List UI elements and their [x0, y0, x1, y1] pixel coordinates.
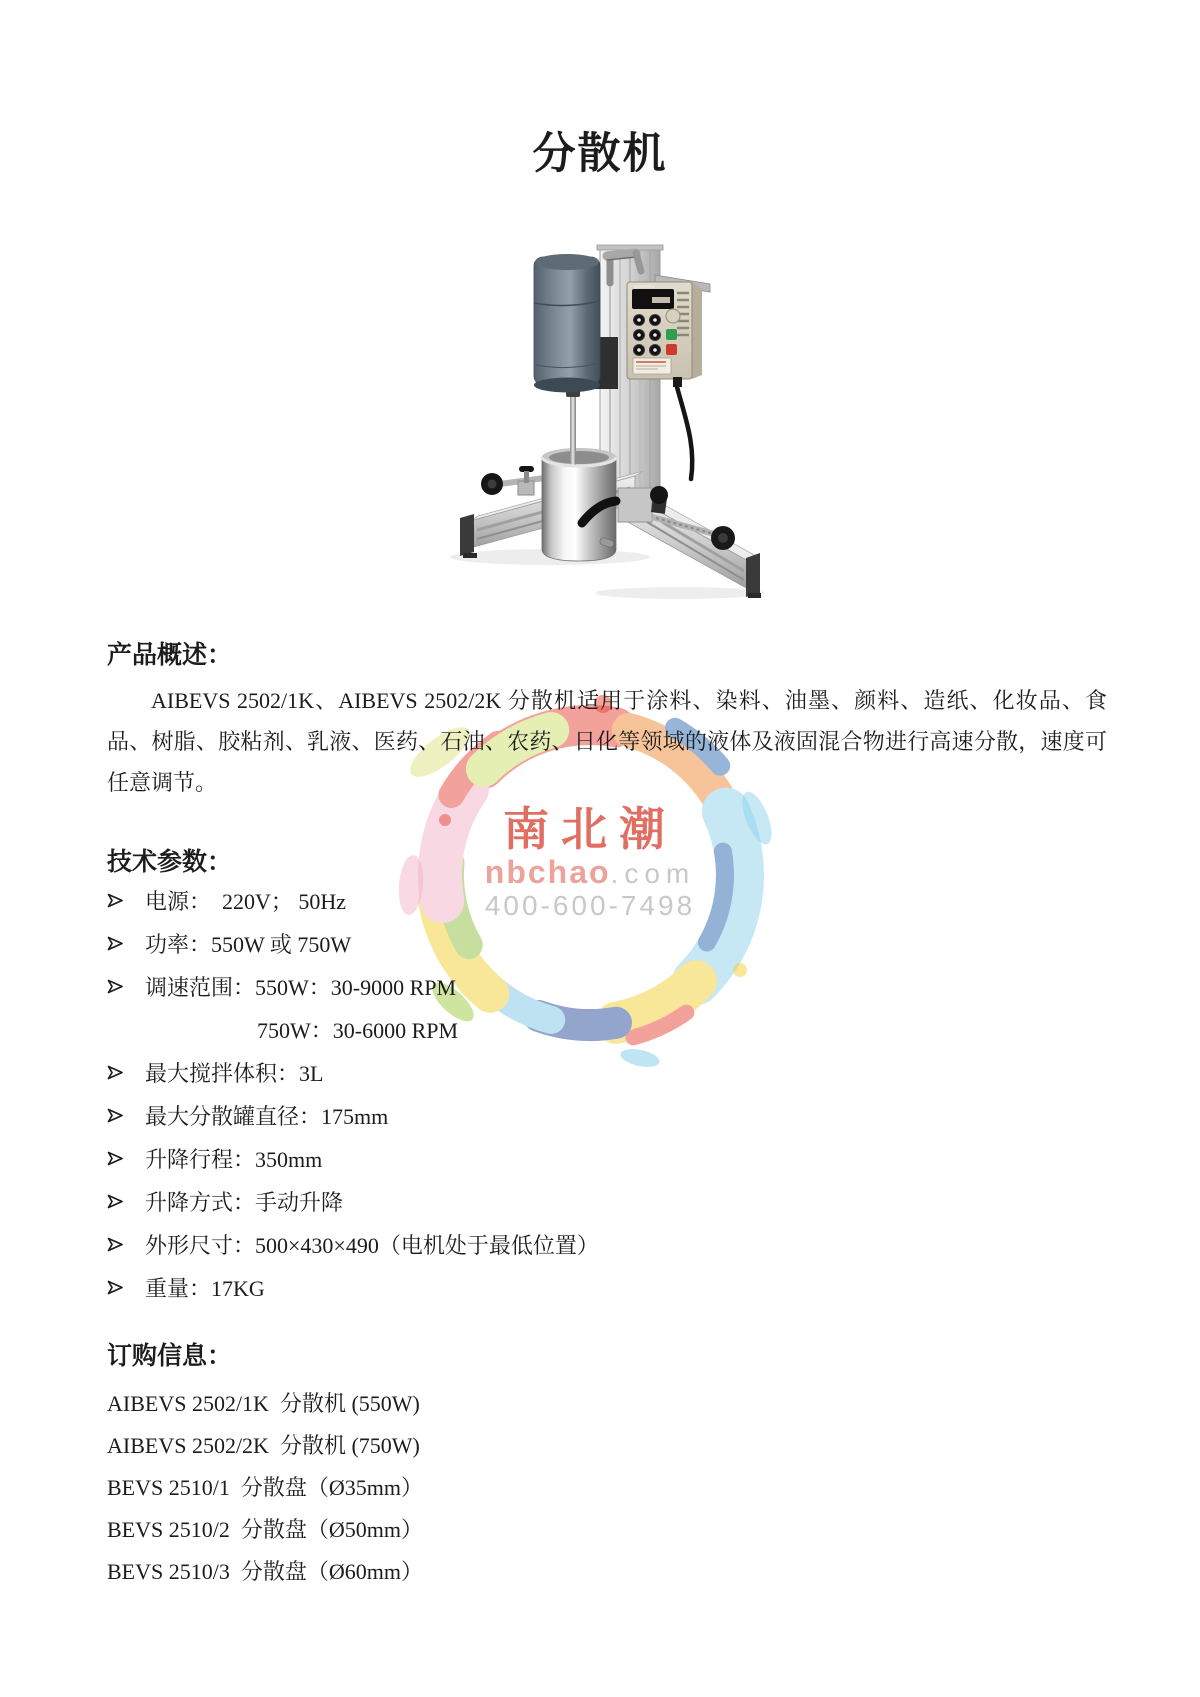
- page-title: 分散机: [532, 131, 668, 178]
- order-item: BEVS 2510/1 分散盘（Ø35mm）: [107, 1474, 423, 1500]
- watermark-domain: nbchao.com: [484, 854, 696, 890]
- arrow-bullet-icon: [107, 1194, 145, 1209]
- spec-item-text: 750W：30-6000 RPM: [257, 1018, 459, 1043]
- spec-item: [107, 922, 599, 965]
- order-item: AIBEVS 2502/2K 分散机 (750W): [107, 1432, 420, 1458]
- arrow-bullet-icon: [107, 1108, 145, 1123]
- spec-item-text: 最大分散罐直径：175mm: [145, 1104, 389, 1129]
- spec-item: [107, 1051, 599, 1094]
- arrow-bullet-icon: [107, 1280, 145, 1295]
- spec-item: [107, 879, 599, 922]
- spec-item-text: 最大搅拌体积：3L: [145, 1061, 324, 1086]
- spec-item-text: 功率：550W 或 750W: [145, 932, 352, 957]
- spec-item: [107, 1180, 599, 1223]
- spec-item: [107, 1266, 599, 1309]
- watermark-brand: 南北潮: [503, 804, 677, 855]
- order-item: BEVS 2510/3 分散盘（Ø60mm）: [107, 1558, 423, 1584]
- disperser-machine-image: [430, 205, 780, 600]
- arrow-bullet-icon: [107, 979, 145, 994]
- spec-item: [107, 1137, 599, 1180]
- clamp-rod-left: [481, 466, 552, 495]
- ordering-heading: 订购信息：: [107, 1342, 233, 1370]
- watermark-phone: 400-600-7498: [484, 890, 696, 921]
- arrow-bullet-icon: [107, 893, 145, 908]
- carriage-block: [618, 488, 652, 522]
- specs-heading: 技术参数：: [107, 848, 233, 876]
- arrow-bullet-icon: [107, 936, 145, 951]
- spec-item: [107, 965, 599, 1008]
- spec-item-text: 升降行程：350mm: [145, 1147, 323, 1172]
- order-item: AIBEVS 2502/1K 分散机 (550W): [107, 1390, 420, 1416]
- spec-item-text: 调速范围：550W：30-9000 RPM: [145, 975, 457, 1000]
- controller-label: [633, 358, 671, 374]
- spec-item-text: 电源： 220V； 50Hz: [145, 889, 347, 914]
- spec-item: [107, 1094, 599, 1137]
- order-item: BEVS 2510/2 分散盘（Ø50mm）: [107, 1516, 423, 1542]
- overview-heading: 产品概述：: [107, 641, 233, 669]
- power-cable: [677, 387, 692, 479]
- arrow-bullet-icon: [107, 1065, 145, 1080]
- overview-paragraph: AIBEVS 2502/1K、AIBEVS 2502/2K 分散机适用于涂料、染料、油墨、颜料、造纸、化妆品、食品、树脂、胶粘剂、乳液、医药、石油、农药、日化等领域的液体及液固混合物进行高速分散，速度可任意调节。: [107, 688, 1107, 795]
- spec-item-text: 重量：17KG: [145, 1276, 265, 1301]
- arrow-bullet-icon: [107, 1151, 145, 1166]
- spec-item: [107, 1223, 599, 1266]
- specs-list: [107, 879, 599, 1309]
- controller-keypad: [634, 309, 681, 356]
- spec-item-text: 升降方式：手动升降: [145, 1190, 344, 1215]
- spec-item-continuation: [107, 1008, 599, 1051]
- ordering-list: [107, 1381, 423, 1591]
- arrow-bullet-icon: [107, 1237, 145, 1252]
- spec-item-text: 外形尺寸：500×430×490（电机处于最低位置）: [145, 1233, 599, 1258]
